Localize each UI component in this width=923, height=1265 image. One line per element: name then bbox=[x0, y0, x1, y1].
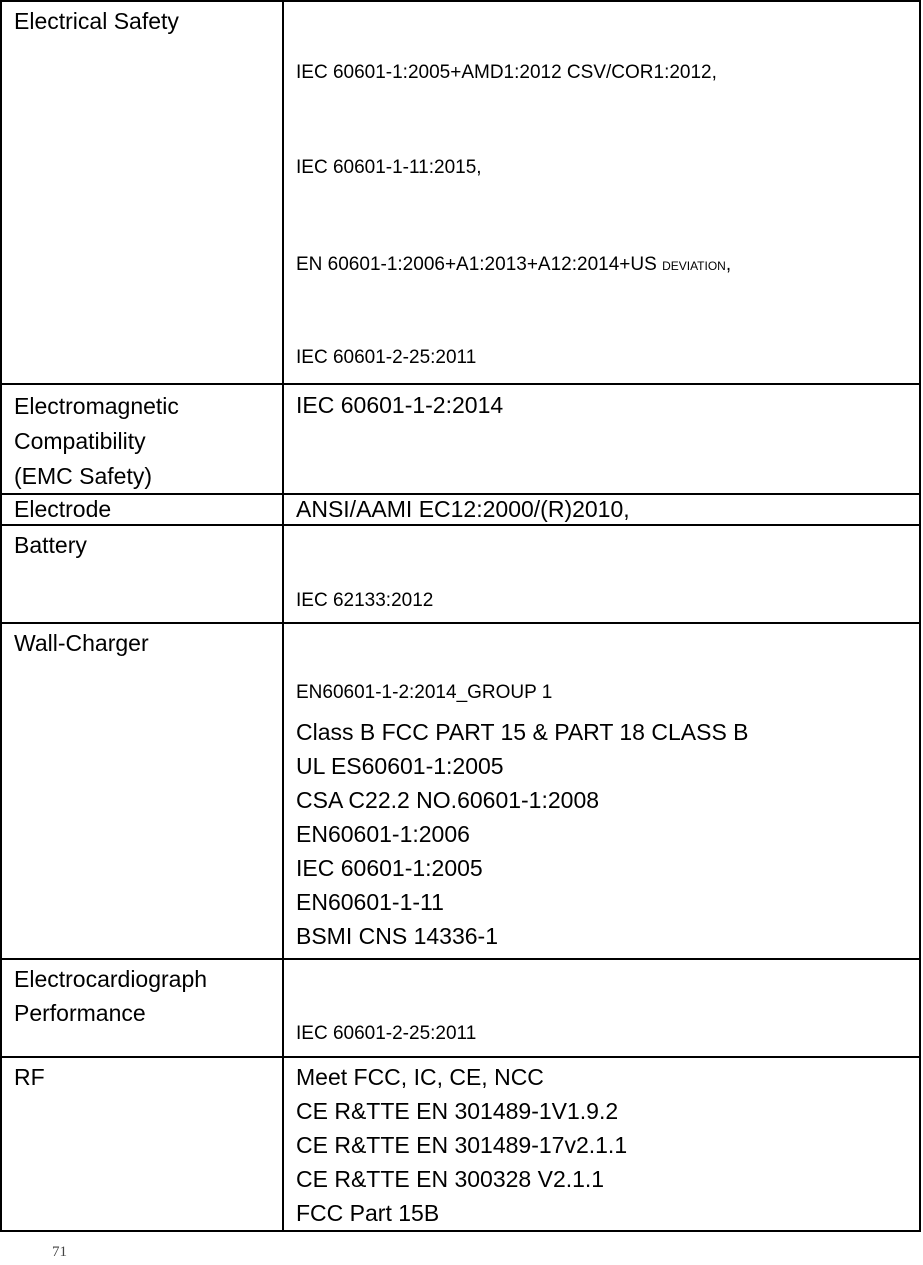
standard-line: CE R&TTE EN 300328 V2.1.1 bbox=[296, 1166, 605, 1192]
standard-line: EN60601-1-11 bbox=[296, 889, 444, 915]
standards-cell bbox=[284, 526, 919, 622]
table-row-electrical-safety bbox=[2, 2, 919, 383]
standards-cell bbox=[284, 1058, 919, 1230]
standard-line: IEC 62133:2012 bbox=[296, 590, 434, 611]
category-cell bbox=[2, 2, 284, 383]
standard-line: BSMI CNS 14336-1 bbox=[296, 923, 498, 949]
table-row-wall-charger bbox=[2, 622, 919, 958]
standard-line: FCC Part 15B bbox=[296, 1200, 440, 1226]
standards-cell bbox=[284, 385, 919, 493]
table-row-emc bbox=[2, 383, 919, 493]
category-label: Battery bbox=[14, 532, 87, 558]
category-cell bbox=[2, 526, 284, 622]
category-label: (EMC Safety) bbox=[14, 463, 153, 489]
standard-line: CSA C22.2 NO.60601-1:2008 bbox=[296, 787, 600, 813]
standard-line: Class B FCC PART 15 & PART 18 CLASS B bbox=[296, 719, 749, 745]
category-label: Electrode bbox=[14, 496, 112, 522]
standard-line: EN60601-1:2006 bbox=[296, 821, 470, 847]
category-cell bbox=[2, 385, 284, 493]
standard-line: ANSI/AAMI EC12:2000/(R)2010, bbox=[296, 496, 630, 522]
page-number: 71 bbox=[52, 1244, 67, 1260]
table-row-rf bbox=[2, 1056, 919, 1230]
standards-cell bbox=[284, 2, 919, 383]
category-label: Wall-Charger bbox=[14, 630, 149, 656]
table-row-battery bbox=[2, 524, 919, 622]
standard-text: EN 60601-1:2006+A1:2013+A12:2014+US bbox=[296, 254, 657, 275]
category-label: Electrical Safety bbox=[14, 8, 179, 34]
standard-line bbox=[296, 254, 731, 276]
category-cell bbox=[2, 1058, 284, 1230]
category-cell bbox=[2, 495, 284, 524]
deviation-suffix: DEVIATION bbox=[662, 259, 726, 273]
category-cell bbox=[2, 960, 284, 1056]
standard-line: CE R&TTE EN 301489-17v2.1.1 bbox=[296, 1132, 628, 1158]
standard-line: CE R&TTE EN 301489-1V1.9.2 bbox=[296, 1098, 619, 1124]
standards-cell bbox=[284, 495, 919, 524]
category-label: Electromagnetic bbox=[14, 393, 179, 419]
standard-line: EN60601-1-2:2014_GROUP 1 bbox=[296, 682, 553, 703]
standard-line: IEC 60601-1-11:2015, bbox=[296, 157, 482, 178]
standard-line: Meet FCC, IC, CE, NCC bbox=[296, 1064, 544, 1090]
standards-list bbox=[296, 715, 749, 953]
standard-line: IEC 60601-1:2005+AMD1:2012 CSV/COR1:2012, bbox=[296, 62, 717, 83]
category-label: Compatibility bbox=[14, 428, 146, 454]
table-row-electrode bbox=[2, 493, 919, 524]
standard-line: UL ES60601-1:2005 bbox=[296, 753, 504, 779]
trailing-comma: , bbox=[725, 254, 732, 275]
category-label: Electrocardiograph bbox=[14, 966, 208, 992]
standard-line: IEC 60601-2-25:2011 bbox=[296, 347, 477, 368]
standard-line: IEC 60601-1:2005 bbox=[296, 855, 483, 881]
category-cell bbox=[2, 624, 284, 958]
standards-cell bbox=[284, 624, 919, 958]
standards-cell bbox=[284, 960, 919, 1056]
standard-line: IEC 60601-1-2:2014 bbox=[296, 392, 504, 418]
category-label: Performance bbox=[14, 1000, 146, 1026]
category-label: RF bbox=[14, 1064, 45, 1090]
standard-line: IEC 60601-2-25:2011 bbox=[296, 1023, 477, 1044]
table-row-ecg-performance bbox=[2, 958, 919, 1056]
